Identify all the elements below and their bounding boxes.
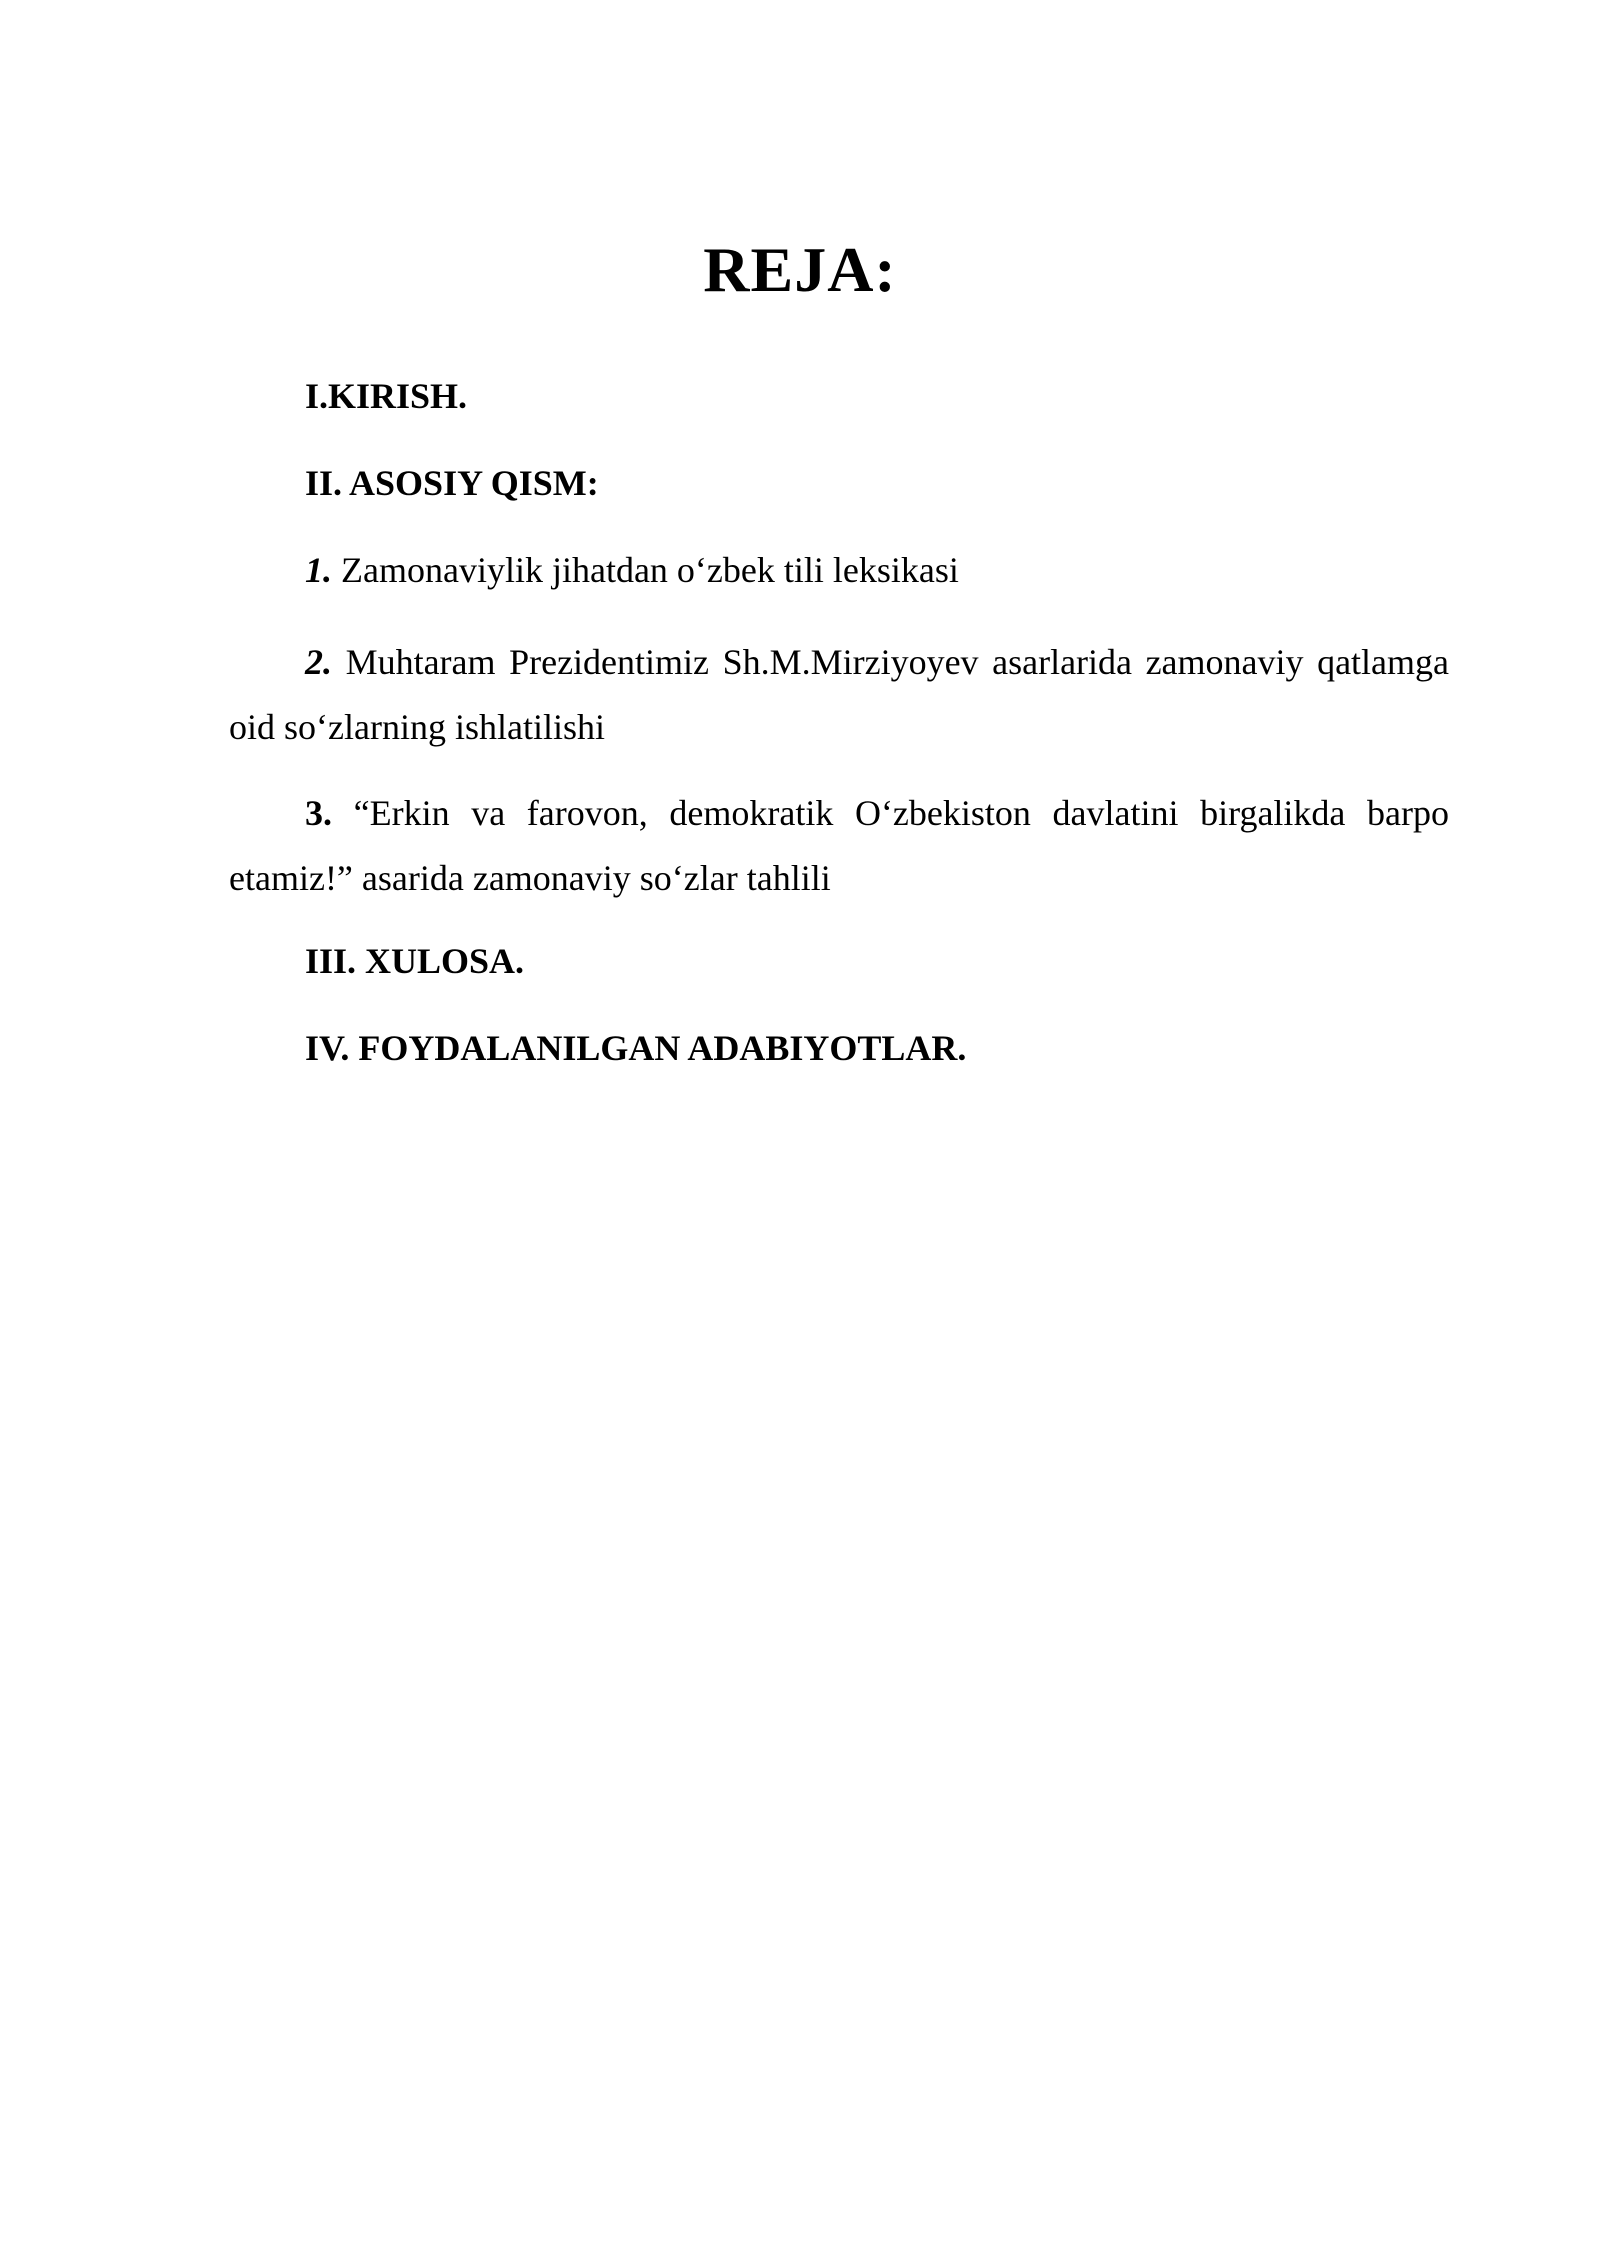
page-title: REJA: <box>703 234 897 305</box>
plan-item-conclusion: III. XULOSA. <box>305 941 525 981</box>
subitem-1-text: Zamonaviylik jihatdan o‘zbek tili leksikasi <box>341 550 959 590</box>
plan-item-main-part: II. ASOSIY QISM: <box>305 463 599 503</box>
subitem-2-text: Muhtaram Prezidentimiz Sh.M.Mirziyoyev asarlarida zamonaviy qatlamga oid so‘zlarning ishlatilishi <box>229 642 1450 747</box>
plan-subitem-2 <box>229 630 1449 760</box>
plan-subitem-3 <box>229 781 1449 911</box>
plan-item-intro: I.KIRISH. <box>305 376 468 416</box>
plan-item-references: IV. FOYDALANILGAN ADABIYOTLAR. <box>305 1028 967 1068</box>
subitem-1-number: 1. <box>305 550 332 590</box>
subitem-3-number: 3. <box>305 793 332 833</box>
plan-subitem-1 <box>305 550 1449 590</box>
subitem-3-text: “Erkin va farovon, demokratik O‘zbekiston davlatini birgalikda barpo etamiz!” asarida zamonaviy so‘zlar tahlili <box>229 793 1449 898</box>
subitem-2-number: 2. <box>305 642 332 682</box>
